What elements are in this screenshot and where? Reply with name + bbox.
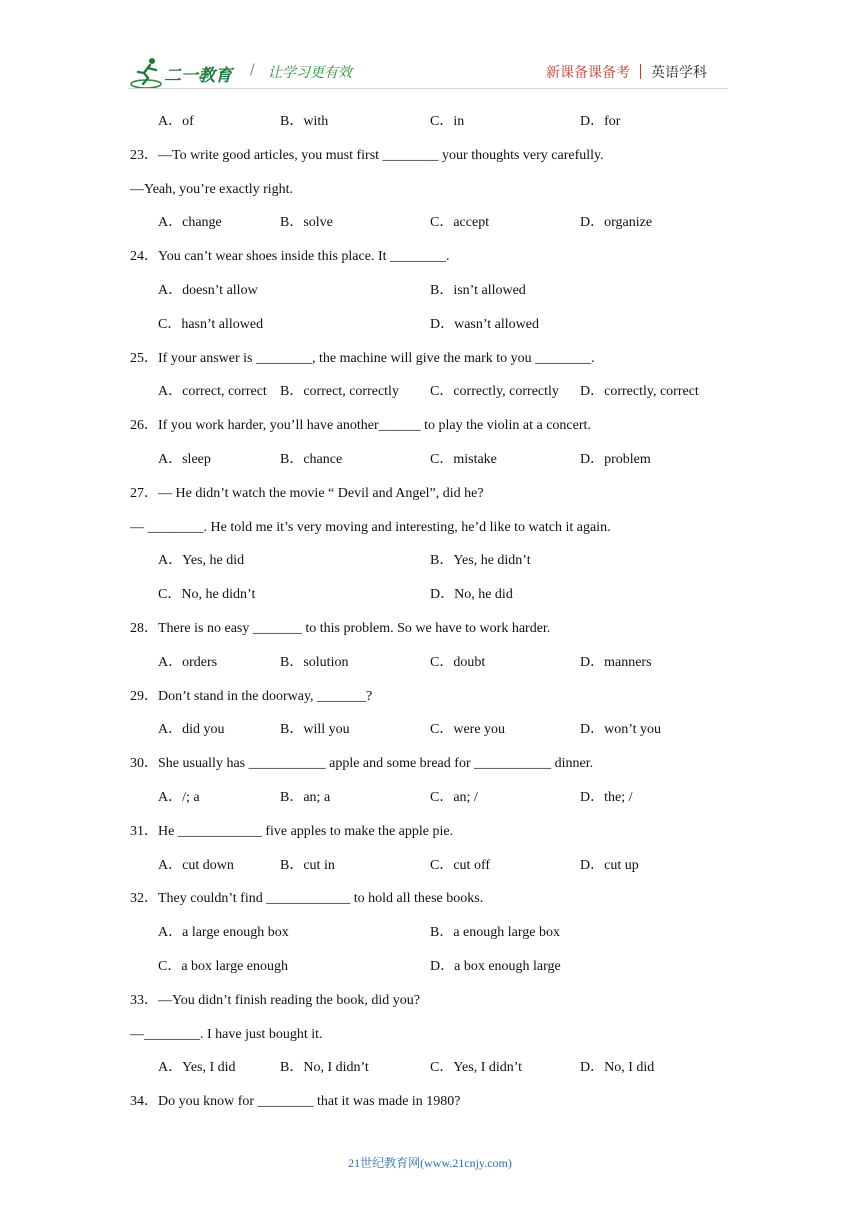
- question-line: 30．She usually has ___________ apple and some bread for ___________ dinner.: [130, 756, 594, 771]
- answer-option: A．of: [158, 114, 194, 129]
- course-title: 新课备课备考: [546, 65, 630, 81]
- answer-option: B．Yes, he didn’t: [430, 553, 531, 568]
- header-right: [546, 62, 707, 82]
- answer-option: B．solve: [280, 215, 333, 230]
- question-line: 24．You can’t wear shoes inside this place. It ________.: [130, 249, 450, 264]
- answer-option: C．correctly, correctly: [430, 384, 559, 399]
- answer-option: D．for: [580, 114, 621, 129]
- answer-option: A．correct, correct: [158, 384, 267, 399]
- question-line: 31．He ____________ five apples to make the apple pie.: [130, 824, 454, 839]
- page-header: [0, 0, 860, 100]
- header-rule: [128, 88, 728, 89]
- answer-option: D．won’t you: [580, 722, 662, 737]
- question-line: 27．— He didn’t watch the movie “ Devil and Angel”, did he?: [130, 486, 484, 501]
- answer-option: D．problem: [580, 452, 651, 467]
- answer-option: C．hasn’t allowed: [158, 317, 264, 332]
- question-line: 28．There is no easy _______ to this problem. So we have to work harder.: [130, 621, 551, 636]
- answer-option: C．an; /: [430, 790, 478, 805]
- slogan: 让学习更有效: [268, 65, 352, 81]
- subject-label: 英语学科: [651, 65, 707, 81]
- answer-option: D．manners: [580, 655, 652, 670]
- question-line: 32．They couldn’t find ____________ to hold all these books.: [130, 891, 484, 906]
- answer-option: B．isn’t allowed: [430, 283, 526, 298]
- answer-option: D．the; /: [580, 790, 633, 805]
- answer-option: B．will you: [280, 722, 350, 737]
- slogan-separator: /: [250, 62, 255, 78]
- answer-option: B．with: [280, 114, 329, 129]
- question-line: 25．If your answer is ________, the machine will give the mark to you ________.: [130, 351, 595, 366]
- answer-option: D．a box enough large: [430, 959, 561, 974]
- answer-option: C．mistake: [430, 452, 497, 467]
- question-line: 26．If you work harder, you’ll have another______ to play the violin at a concert.: [130, 418, 591, 433]
- answer-option: A．a large enough box: [158, 925, 289, 940]
- answer-option: D．wasn’t allowed: [430, 317, 539, 332]
- question-line: — ________. He told me it’s very moving and interesting, he’d like to watch it again.: [130, 520, 611, 535]
- question-line: 29．Don’t stand in the doorway, _______?: [130, 689, 373, 704]
- brand-logo: [130, 56, 240, 90]
- answer-option: C．cut off: [430, 858, 491, 873]
- answer-option: D．cut up: [580, 858, 639, 873]
- answer-option: B．cut in: [280, 858, 335, 873]
- question-line: —Yeah, you’re exactly right.: [130, 182, 294, 197]
- logo-text: 二一教育: [164, 66, 232, 86]
- answer-option: C．Yes, I didn’t: [430, 1060, 523, 1075]
- question-line: 33．—You didn’t finish reading the book, did you?: [130, 993, 420, 1008]
- runner-logo-icon: [130, 56, 166, 90]
- question-line: 23．—To write good articles, you must first ________ your thoughts very carefully.: [130, 148, 604, 163]
- answer-option: C．No, he didn’t: [158, 587, 256, 602]
- answer-option: A．did you: [158, 722, 225, 737]
- answer-option: B．correct, correctly: [280, 384, 399, 399]
- answer-option: C．were you: [430, 722, 506, 737]
- answer-option: A．doesn’t allow: [158, 283, 258, 298]
- question-line: 34．Do you know for ________ that it was made in 1980?: [130, 1094, 461, 1109]
- answer-option: D．No, he did: [430, 587, 513, 602]
- answer-option: A．/; a: [158, 790, 200, 805]
- answer-option: A．sleep: [158, 452, 211, 467]
- answer-option: A．change: [158, 215, 222, 230]
- answer-option: C．in: [430, 114, 465, 129]
- answer-option: D．No, I did: [580, 1060, 655, 1075]
- answer-option: B．chance: [280, 452, 343, 467]
- page-footer: 21世纪教育网(www.21cnjy.com): [348, 1156, 512, 1170]
- answer-option: B．a enough large box: [430, 925, 560, 940]
- question-line: —________. I have just bought it.: [130, 1027, 323, 1042]
- answer-option: B．solution: [280, 655, 349, 670]
- answer-option: D．organize: [580, 215, 653, 230]
- header-divider: [640, 64, 641, 79]
- answer-option: A．orders: [158, 655, 218, 670]
- answer-option: B．an; a: [280, 790, 331, 805]
- answer-option: A．cut down: [158, 858, 234, 873]
- answer-option: D．correctly, correct: [580, 384, 699, 399]
- answer-option: C．a box large enough: [158, 959, 288, 974]
- answer-option: C．doubt: [430, 655, 486, 670]
- answer-option: C．accept: [430, 215, 490, 230]
- answer-option: A．Yes, I did: [158, 1060, 236, 1075]
- answer-option: B．No, I didn’t: [280, 1060, 369, 1075]
- answer-option: A．Yes, he did: [158, 553, 245, 568]
